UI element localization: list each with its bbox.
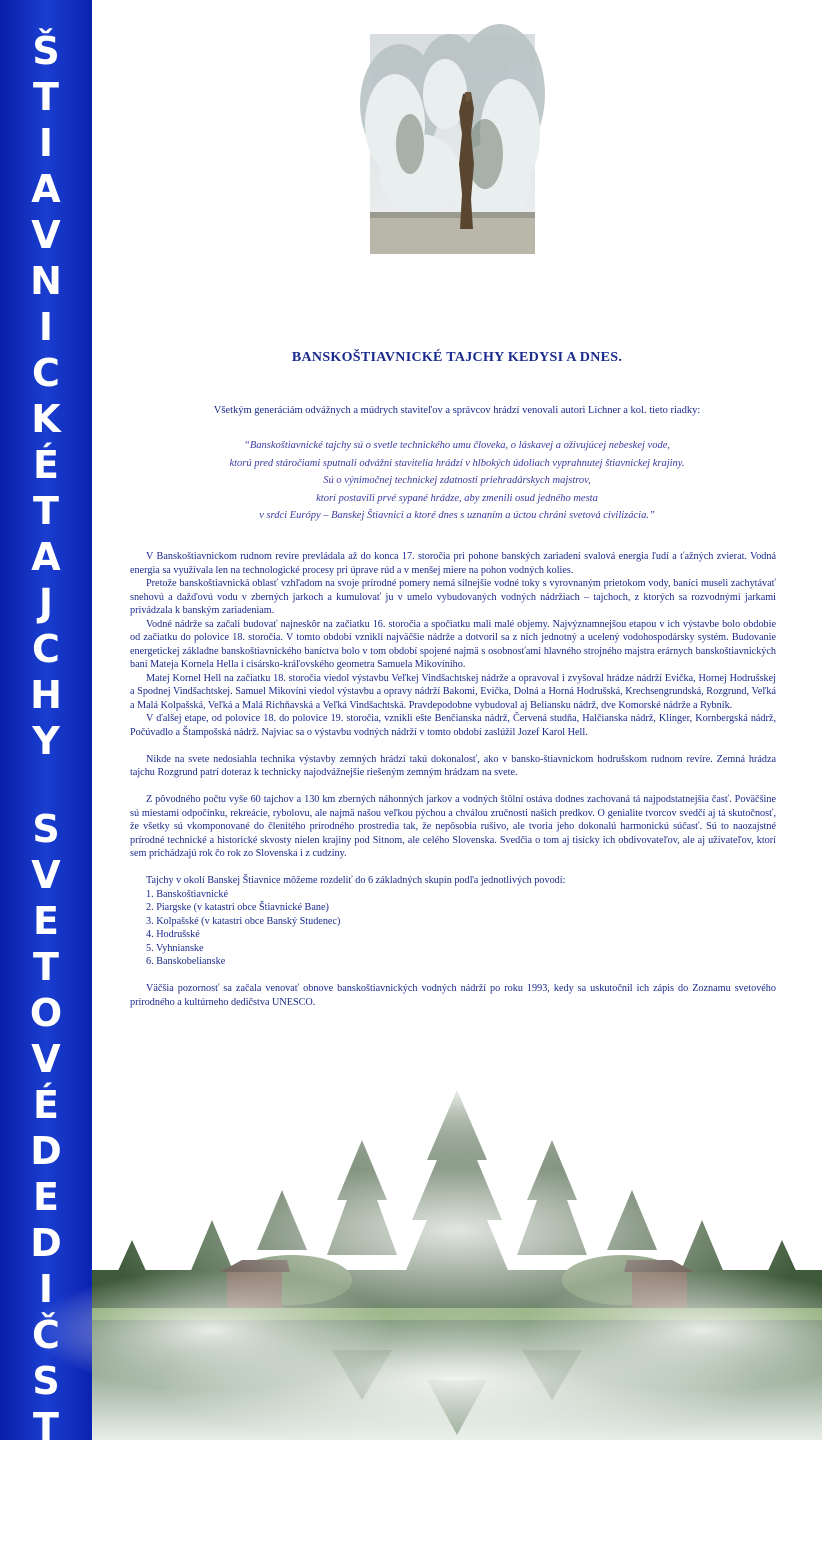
quote-line: “Banskoštiavnické tajchy sú o svetle technického umu človeka, o láskavej a oživujúcej nebeskej vode, xyxy=(244,440,670,451)
banner-letter: T xyxy=(33,1405,59,1449)
body-text xyxy=(130,550,776,1009)
banner-letter: J xyxy=(38,581,54,625)
banner-letter: V xyxy=(31,1037,61,1081)
banner-letter: É xyxy=(33,1083,59,1127)
banner-letter: Š xyxy=(32,29,60,73)
banner-letter: Y xyxy=(32,719,60,763)
banner-letter: T xyxy=(33,489,59,533)
frosted-statue-photo xyxy=(370,34,535,254)
banner-letter: T xyxy=(33,945,59,989)
banner-letter: A xyxy=(31,535,61,579)
banner-letter: V xyxy=(31,1451,61,1495)
banner-letter: E xyxy=(33,1175,59,1219)
list-item: 4. Hodrušské xyxy=(146,929,200,940)
banner-letter: V xyxy=(31,213,61,257)
paragraph: V Banskoštiavnickom rudnom revíre prevládala až do konca 17. storočia pri pohone banských zariadení svalová energia ľudí a ťažných zvierat. Vodná energia sa využívala len na technologické procesy pri úprave rúd a v menšej miere na pohon vodných kolies. xyxy=(130,551,776,576)
paragraph: Vodné nádrže sa začali budovať najneskôr na začiatku 16. storočia a spočiatku mali malé objemy. Najvýznamnejšou etapou v ich výstavbe bolo obdobie od začiatku do polovice 18. storočia. V tomto období vznikli najväčšie nádrže a dotvoril sa z nich jednotný a ucelený vodohospodársky systém. Budovanie energetickej základne banskoštiavnického baníctva bolo v tom období spojené najmä s osobnosťami hlavného strojného majstra erárnych banskoštiavnických baní Mateja Kornela Hella i cisársko-kráľovského geometra Samuela Mikovíniho. xyxy=(130,618,776,670)
spacer xyxy=(130,969,776,983)
paragraph: Tajchy v okolí Banskej Štiavnice môžeme rozdeliť do 6 základných skupín podľa jednotlivých povodí: xyxy=(146,875,566,886)
banner-word xyxy=(0,806,92,1128)
quote-line: Sú o výnimočnej technickej zdatnosti priehradárskych majstrov, xyxy=(323,475,591,486)
banner-letter: O xyxy=(29,991,63,1035)
side-banner-text xyxy=(0,0,92,1541)
banner-letter: I xyxy=(38,121,54,165)
spacer xyxy=(130,861,776,875)
list-item: 2. Piargske (v katastri obce Štiavnické Bane) xyxy=(146,902,329,913)
paragraph: Z pôvodného počtu vyše 60 tajchov a 130 km zberných náhonných jarkov a vodných štôlní ostáva dodnes zachovaná tá najpodstatnejšia časť. Poväčšine sú miestami odpočinku, rekreácie, rybolovu, ale najmä našou veľkou pýchou a chválou zručnosti našich predkov. O genialite tvorcov svedčí aj tá skutočnosť, že všetky sú vkomponované do členitého prírodného prostredia tak, že nepôsobia rušivo, ale tvoria jeho dokonalú harmonickú súčasť. Sú to naozajstné prírodné technické a historické skvosty nielen krajiny pod Sitnom, ale celého Slovenska. Svedčia o tom aj tisícky ich obdivovateľov, ale aj užívateľov, ktorí sem prichádzajú rok čo rok zo Slovenska i z cudziny. xyxy=(130,794,776,859)
banner-letter: H xyxy=(30,673,62,717)
banner-letter: V xyxy=(31,853,61,897)
banner-letter: E xyxy=(33,899,59,943)
closing-paragraph: Väčšia pozornosť sa začala venovať obnove banskoštiavnických vodných nádrží po roku 1993, kedy sa uskutočnil ich zápis do Zoznamu svetového prírodného a kultúrneho dedičstva UNESCO. xyxy=(130,983,776,1008)
banner-letter: D xyxy=(30,1129,62,1173)
banner-letter: I xyxy=(38,1267,54,1311)
banner-letter: T xyxy=(33,75,59,119)
banner-letter: S xyxy=(32,807,60,851)
banner-letter: S xyxy=(32,1359,60,1403)
paragraph: V ďalšej etape, od polovice 18. do polovice 19. storočia, vznikli ešte Benčianska nádrž, Červená studňa, Halčianska nádrž, Klinger, Kornbergská nádrž, Počúvadlo a Štampošská nádrž. Najviac sa o výstavbu vodných nádrží v tomto období zaslúžil Jozef Karol Hell. xyxy=(130,713,776,738)
banner-letter: K xyxy=(31,397,61,441)
quote-line: ktorú pred stáročiami sputnali odvážni stavitelia hrádzí v hlbokých údoliach vyprahnutej štiavnickej krajiny. xyxy=(229,457,685,469)
banner-letter: N xyxy=(30,259,62,303)
banner-word xyxy=(0,28,92,488)
spacer xyxy=(130,739,776,753)
banner-letter: D xyxy=(30,1221,62,1265)
spacer xyxy=(130,780,776,794)
list-item: 5. Vyhnianske xyxy=(146,942,204,954)
quote-line: ktorí postavili prvé sypané hrádze, aby zmenili osud jedného mesta xyxy=(316,492,598,504)
banner-letter: O xyxy=(29,1497,63,1541)
paragraph: Pretože banskoštiavnická oblasť vzhľadom na svoje prírodné pomery nemá silnejšie vodné toky s vyrovnaným prietokom vody, baníci museli zachytávať snehovú a dažďovú vodu v zberných jarkoch a kumulovať ju v umelo vybudovaných vodných nádržiach – tajchoch, z ktorých sa rozvodnými jarkami privádzala k banským zariadeniam. xyxy=(130,578,776,616)
list-item: 6. Banskobelianske xyxy=(146,956,226,967)
quote-block xyxy=(92,437,822,525)
banner-word xyxy=(0,488,92,764)
paragraph: Nikde na svete nedosiahla technika výstavby zemných hrádzí takú dokonalosť, ako v bansko-štiavnickom hodrušskom rudnom revíre. Zemná hrádza tajchu Rozgrund patrí doteraz k technicky najodvážnejšie riešeným zemným hrádzam na svete. xyxy=(130,753,776,778)
intro-line: Všetkým generáciám odvážnych a múdrych staviteľov a správcov hrádzí venovali autori Lichner a kol. tieto riadky: xyxy=(213,405,701,416)
quote-line: v srdci Európy – Banskej Štiavnici a ktoré dnes s uznaním a úctou chráni svetová civilizácia.” xyxy=(259,510,655,521)
banner-letter: É xyxy=(33,443,59,487)
list-item: 1. Banskoštiavnické xyxy=(146,888,229,900)
list-item: 3. Kolpašské (v katastri obce Banský Studenec) xyxy=(146,915,341,927)
page-title: BANSKOŠTIAVNICKÉ TAJCHY KEDYSI A DNES. xyxy=(291,350,623,365)
banner-letter: A xyxy=(31,167,61,211)
forest-lake-image xyxy=(92,1080,822,1440)
banner-letter: C xyxy=(32,351,60,395)
banner-letter: I xyxy=(38,305,54,349)
banner-letter: C xyxy=(32,627,60,671)
paragraph: Matej Kornel Hell na začiatku 18. storočia viedol výstavbu Veľkej Vindšachtskej nádrže a opravoval i zvyšoval hrádze nádrží Evička, Hornej Hodrušskej a Spodnej Vindšachtskej. Samuel Mikovíni viedol výstavbu a opravy nádrží Bakomi, Evička, Dolná a Horná Hodrušská, Krechsengrundská, Rozgrund, Veľká a Malá Kolpašská, Veľká a Malá Richňavská a Veľká Vindšachtská. Pravdepodobne vybudoval aj Beliansku nádrž, dve Komorské nádrže a Rybník. xyxy=(130,672,776,711)
